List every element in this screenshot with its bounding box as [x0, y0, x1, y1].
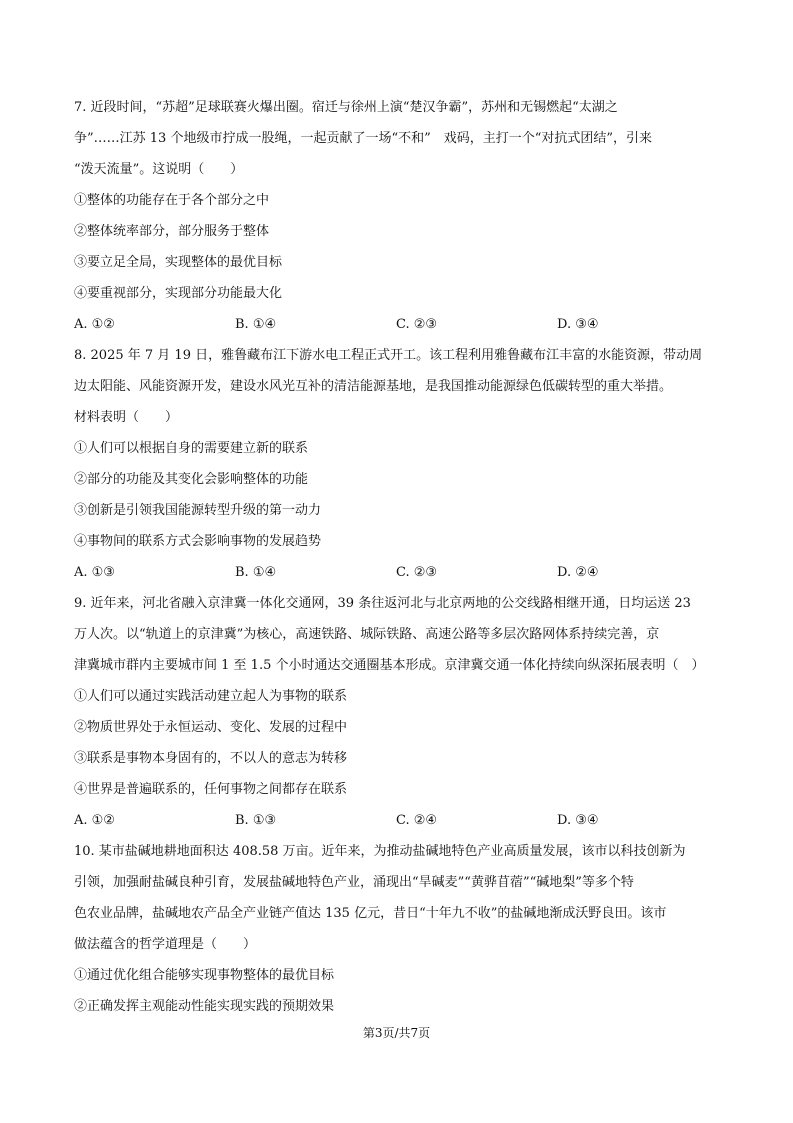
- question-9-item-4: ④世界是普遍联系的，任何事物之间都存在联系: [74, 782, 348, 797]
- choice-c: C. ②③: [396, 317, 438, 332]
- choice-c: C. ②④: [396, 813, 438, 828]
- question-8-item-2: ②部分的功能及其变化会影响整体的功能: [74, 472, 309, 487]
- question-10-item-2: ②正确发挥主观能动性能实现实践的预期效果: [74, 999, 335, 1014]
- choice-b: B. ①④: [235, 317, 277, 332]
- choice-d: D. ②④: [557, 565, 599, 580]
- choice-b: B. ①③: [235, 813, 277, 828]
- choice-d: D. ③④: [557, 813, 599, 828]
- question-8-choices: [74, 557, 734, 588]
- question-9-item-3: ③联系是事物本身固有的，不以人的意志为转移: [74, 751, 348, 766]
- question-10: [74, 836, 734, 1022]
- question-7-item-1: ①整体的功能存在于各个部分之中: [74, 193, 270, 208]
- question-7-item-2: ②整体统率部分，部分服务于整体: [74, 224, 270, 239]
- question-10-stem: 10. 某市盐碱地耕地面积达 408.58 万亩。近年来，为推动盐碱地特色产业高质量发展，该市以科技创新为 引领，加强耐盐碱良种引育，发展盐碱地特色产业，涌现出“旱碱麦”“黄骅苜蓿”“碱地梨”等多个特 色农业品牌，盐碱地农产品全产业链产值达 135 亿元，昔日“十年九不收”的盐碱地渐成沃野良田。该市 做法蕴含的哲学道理是（ ）: [74, 844, 686, 952]
- question-9-item-2: ②物质世界处于永恒运动、变化、发展的过程中: [74, 720, 348, 735]
- choice-b: B. ①④: [235, 565, 277, 580]
- question-10-item-1: ①通过优化组合能够实现事物整体的最优目标: [74, 968, 335, 983]
- question-7-choices: [74, 309, 734, 340]
- question-8-item-1: ①人们可以根据自身的需要建立新的联系: [74, 441, 309, 456]
- question-8: [74, 340, 734, 588]
- choice-d: D. ③④: [557, 317, 599, 332]
- question-7-stem: 7. 近段时间，“苏超”足球联赛火爆出圈。宿迁与徐州上演“楚汉争霸”，苏州和无锡燃起“太湖之 争”……江苏 13 个地级市拧成一股绳，一起贡献了一场“不和” 戏码，主打一个“对抗式团结”，引来 “泼天流量”。这说明（ ）: [74, 100, 653, 177]
- question-9-item-1: ①人们可以通过实践活动建立起人为事物的联系: [74, 689, 348, 704]
- question-7: [74, 92, 734, 340]
- question-8-item-4: ④事物间的联系方式会影响事物的发展趋势: [74, 534, 322, 549]
- choice-a: A. ①②: [74, 317, 115, 332]
- question-8-item-3: ③创新是引领我国能源转型升级的第一动力: [74, 503, 322, 518]
- question-8-stem: 8. 2025 年 7 月 19 日，雅鲁藏布江下游水电工程正式开工。该工程利用雅鲁藏布江丰富的水能资源，带动周 边太阳能、风能资源开发，建设水风光互补的清洁能源基地，是我国推动能源绿色低碳转型的重大举措。 材料表明（ ）: [74, 348, 703, 425]
- choice-a: A. ①③: [74, 565, 115, 580]
- question-7-item-3: ③要立足全局，实现整体的最优目标: [74, 255, 283, 270]
- question-9-choices: [74, 805, 734, 836]
- exam-page: [74, 92, 734, 1022]
- question-7-item-4: ④要重视部分，实现部分功能最大化: [74, 286, 283, 301]
- choice-c: C. ②③: [396, 565, 438, 580]
- question-9-stem: 9. 近年来，河北省融入京津冀一体化交通网，39 条往返河北与北京两地的公交线路相继开通，日均运送 23 万人次。以“轨道上的京津冀”为核心，高速铁路、城际铁路、高速公路等多层次路网体系持续完善，京 津冀城市群内主要城市间 1 至 1.5 个小时通达交通圈基本形成。京津冀交通一体化持续向纵深拓展表明（ ）: [74, 596, 705, 673]
- question-9: [74, 588, 734, 836]
- page-footer: 第3页/共7页: [362, 1026, 431, 1040]
- choice-a: A. ①②: [74, 813, 115, 828]
